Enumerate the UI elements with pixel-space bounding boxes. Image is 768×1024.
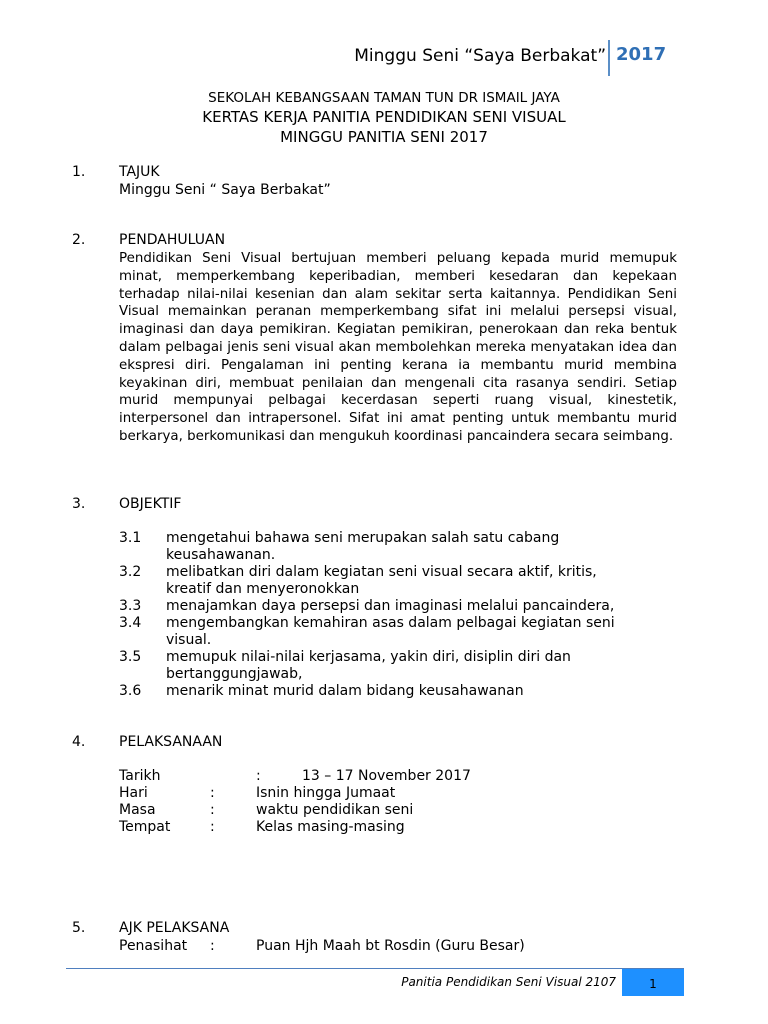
objective-text: menarik minat murid dalam bidang keusahawanan	[166, 683, 524, 699]
detail-colon: :	[256, 768, 261, 784]
objective-text: melibatkan diri dalam kegiatan seni visual secara aktif, kritis, kreatif dan menyeronokkan	[166, 564, 597, 597]
committee-label: Penasihat	[119, 938, 188, 954]
detail-colon: :	[210, 819, 215, 835]
objective-number: 3.2	[119, 564, 142, 580]
section-heading-pelaksanaan: PELAKSANAAN	[119, 734, 223, 750]
committee-colon: :	[210, 938, 215, 954]
footer-text: Panitia Pendidikan Seni Visual 2107	[401, 975, 616, 989]
detail-label: Tempat	[119, 819, 171, 835]
objective-text: mengembangkan kemahiran asas dalam pelbagai kegiatan seni visual.	[166, 615, 615, 648]
tajuk-text: Minggu Seni “ Saya Berbakat”	[119, 182, 331, 198]
section-heading-tajuk: TAJUK	[119, 164, 160, 180]
section-heading-ajk: AJK PELAKSANA	[119, 920, 230, 936]
objective-text: memupuk nilai-nilai kerjasama, yakin diri, disiplin diri dan bertanggungjawab,	[166, 649, 571, 682]
detail-value: Isnin hingga Jumaat	[256, 785, 396, 801]
objective-number: 3.6	[119, 683, 142, 699]
detail-value: 13 – 17 November 2017	[302, 768, 471, 784]
section-number: 4.	[72, 734, 86, 750]
header-divider	[608, 40, 610, 76]
event-title: MINGGU PANITIA SENI 2017	[280, 128, 488, 146]
objective-number: 3.4	[119, 615, 142, 631]
section-heading-pendahuluan: PENDAHULUAN	[119, 232, 226, 248]
detail-colon: :	[210, 802, 215, 818]
objective-number: 3.1	[119, 530, 142, 546]
detail-colon: :	[210, 785, 215, 801]
detail-label: Masa	[119, 802, 156, 818]
section-number: 5.	[72, 920, 86, 936]
footer-divider	[66, 968, 684, 969]
objective-number: 3.3	[119, 598, 142, 614]
objective-text: menajamkan daya persepsi dan imaginasi melalui pancaindera,	[166, 598, 615, 614]
detail-value: waktu pendidikan seni	[256, 802, 414, 818]
section-heading-objektif: OBJEKTIF	[119, 496, 182, 512]
detail-label: Tarikh	[119, 768, 161, 784]
header-year: 2017	[616, 44, 667, 65]
objective-number: 3.5	[119, 649, 142, 665]
pendahuluan-paragraph: Pendidikan Seni Visual bertujuan memberi peluang kepada murid memupuk minat, memperkembang keperibadian, memberi kesedaran dan kepekaan terhadap nilai-nilai kesenian dan alam sekitar serta kaitannya. Pendidikan Seni Visual memainkan peranan memperkembang sifat ini melalui persepsi visual, imaginasi dan daya pemikiran. Kegiatan pemikiran, penerokaan dan reka bentuk dalam pelbagai jenis seni visual akan membolehkan mereka menyatakan idea dan ekspresi diri. Pengalaman ini penting kerana ia membantu murid membina keyakinan diri, membuat penilaian dan mengenali cita rasanya sendiri. Setiap murid mempunyai pelbagai kecerdasan seperti ruang visual, kinestetik, interpersonel dan intrapersonel. Sifat ini amat penting untuk membantu murid berkarya, berkomunikasi dan mengukuh koordinasi pancaindera secara seimbang.	[119, 251, 677, 444]
section-number: 2.	[72, 232, 86, 248]
detail-value: Kelas masing-masing	[256, 819, 405, 835]
section-number: 3.	[72, 496, 86, 512]
committee-value: Puan Hjh Maah bt Rosdin (Guru Besar)	[256, 938, 525, 954]
section-number: 1.	[72, 164, 86, 180]
paper-title: KERTAS KERJA PANITIA PENDIDIKAN SENI VISUAL	[202, 108, 566, 126]
page-number: 1	[622, 969, 684, 996]
detail-label: Hari	[119, 785, 148, 801]
header-title: Minggu Seni “Saya Berbakat”	[354, 46, 606, 66]
objective-text: mengetahui bahawa seni merupakan salah satu cabang keusahawanan.	[166, 530, 560, 563]
school-name: SEKOLAH KEBANGSAAN TAMAN TUN DR ISMAIL JAYA	[208, 90, 560, 106]
